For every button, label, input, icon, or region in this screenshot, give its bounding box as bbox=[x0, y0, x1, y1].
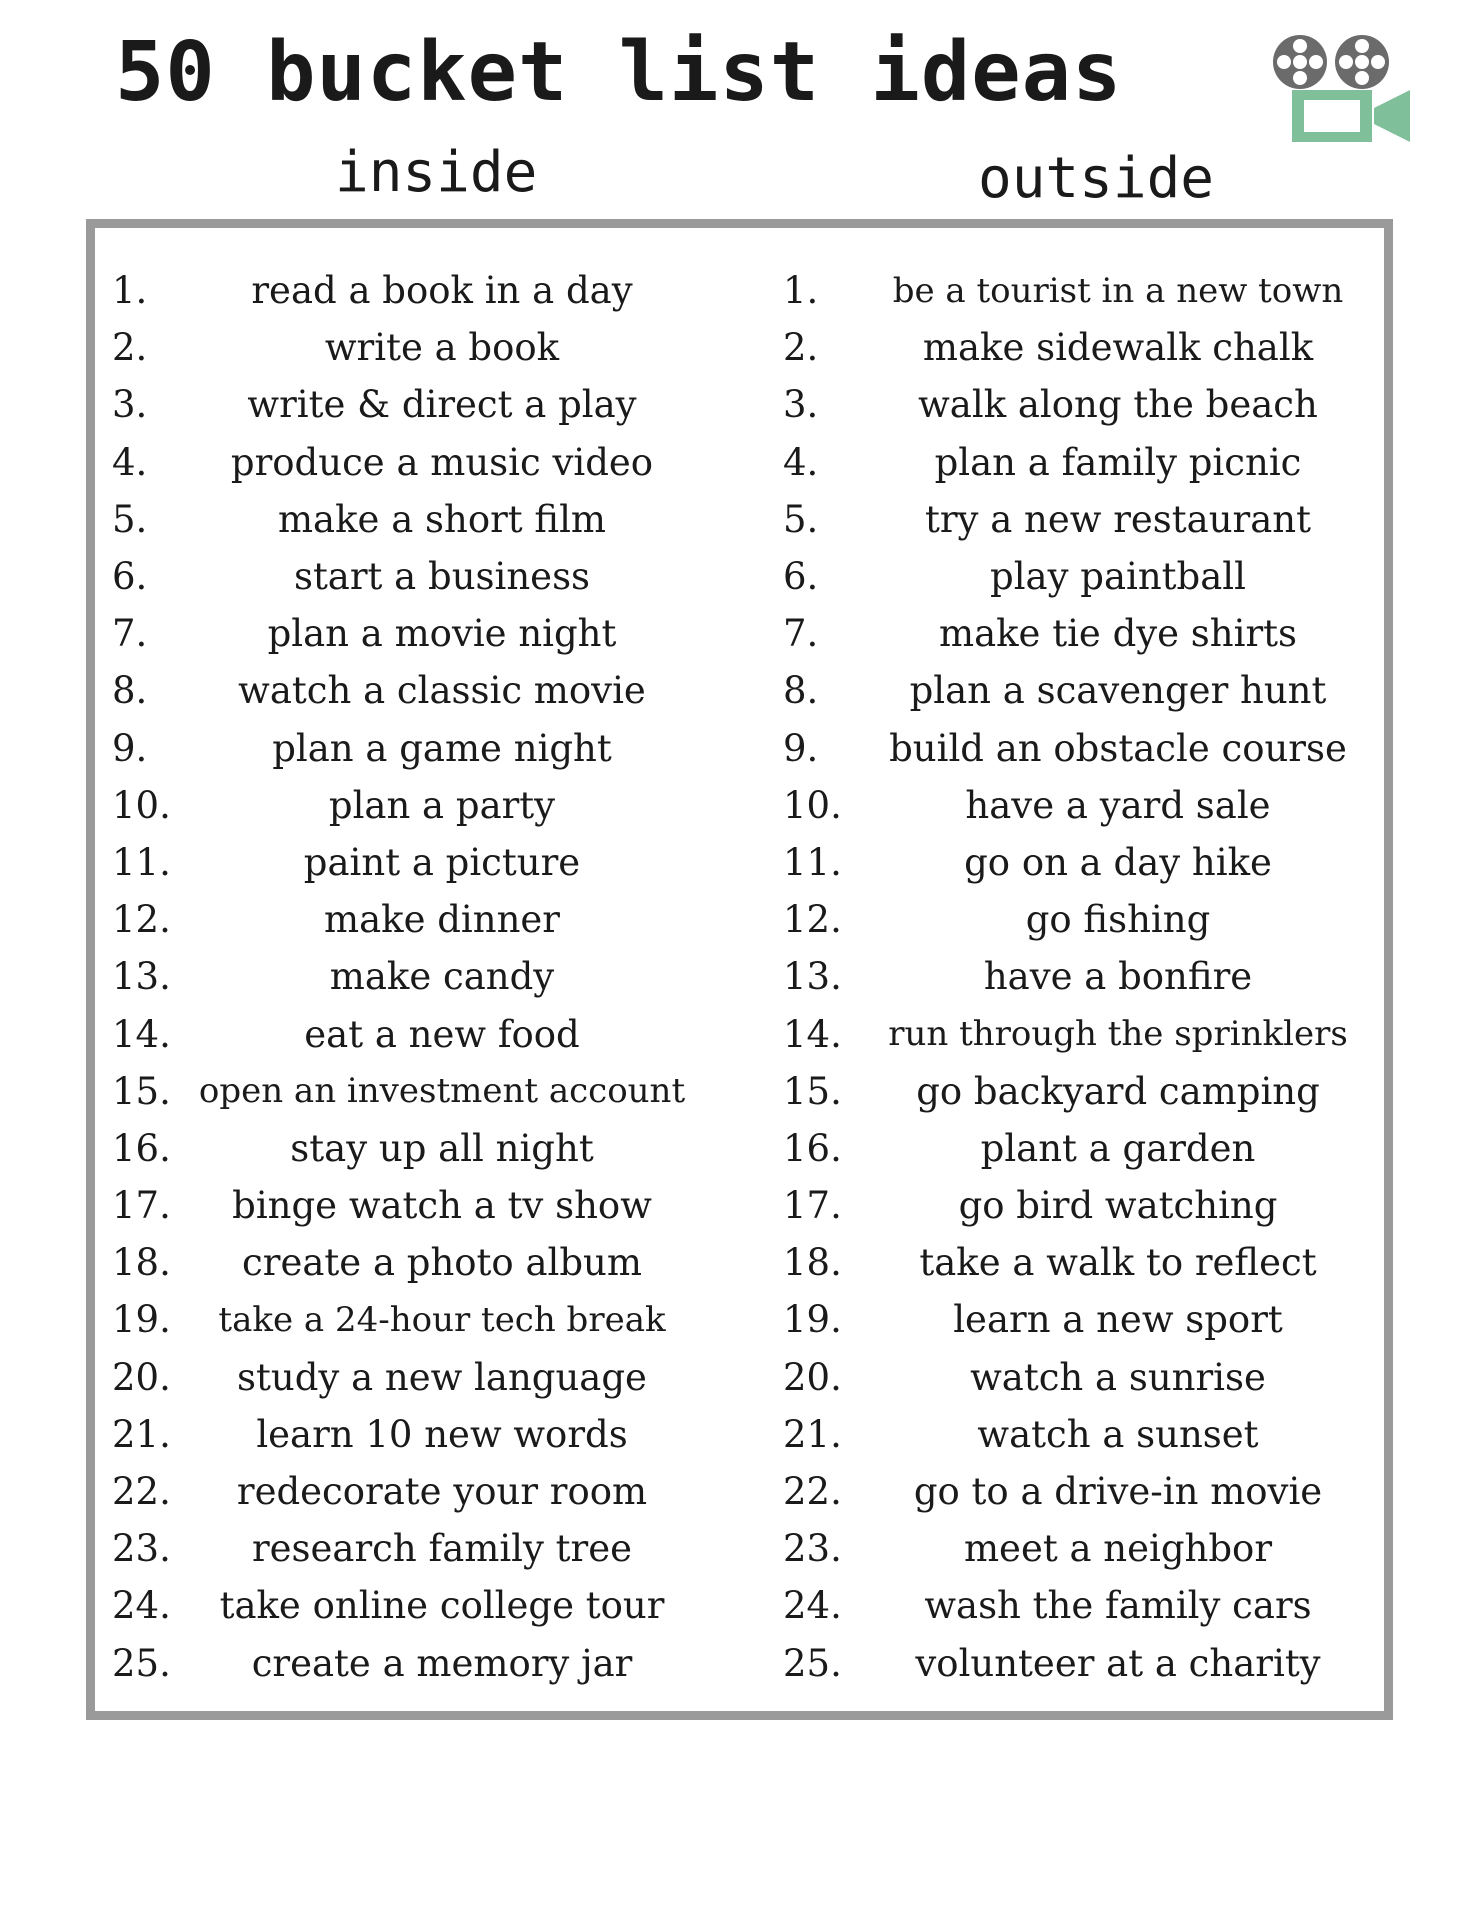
list-item bbox=[783, 1463, 1383, 1520]
item-number: 5. bbox=[112, 497, 148, 541]
list-item bbox=[112, 1349, 722, 1406]
item-text: plan a scavenger hunt bbox=[909, 669, 1327, 713]
item-number: 6. bbox=[112, 555, 148, 599]
item-number: 5. bbox=[783, 497, 819, 541]
item-number: 11. bbox=[783, 840, 842, 884]
item-number: 24. bbox=[112, 1584, 171, 1628]
list-item bbox=[112, 948, 722, 1005]
list-item bbox=[112, 662, 722, 719]
item-number: 14. bbox=[783, 1012, 842, 1056]
list-item bbox=[112, 376, 722, 433]
item-number: 17. bbox=[783, 1184, 842, 1228]
item-number: 12. bbox=[783, 898, 842, 942]
film-reel-left-icon bbox=[1273, 35, 1327, 89]
item-number: 21. bbox=[783, 1412, 842, 1456]
item-text: have a yard sale bbox=[965, 783, 1271, 827]
item-text: go bird watching bbox=[958, 1184, 1278, 1228]
item-number: 17. bbox=[112, 1184, 171, 1228]
list-item bbox=[783, 1234, 1383, 1291]
item-number: 15. bbox=[783, 1069, 842, 1113]
list-item bbox=[783, 1291, 1383, 1348]
item-number: 18. bbox=[783, 1241, 842, 1285]
outside-list bbox=[783, 262, 1383, 1692]
item-text: run through the sprinklers bbox=[888, 1014, 1348, 1055]
item-text: be a tourist in a new town bbox=[892, 270, 1344, 311]
list-item bbox=[112, 891, 722, 948]
item-number: 25. bbox=[783, 1641, 842, 1685]
item-number: 9. bbox=[783, 726, 819, 770]
item-number: 6. bbox=[783, 555, 819, 599]
item-number: 3. bbox=[112, 383, 148, 427]
list-item bbox=[783, 1005, 1383, 1062]
list-item bbox=[112, 262, 722, 319]
list-item bbox=[112, 834, 722, 891]
item-number: 13. bbox=[783, 955, 842, 999]
list-item bbox=[112, 720, 722, 777]
item-text: open an investment account bbox=[198, 1071, 686, 1112]
item-number: 4. bbox=[783, 440, 819, 484]
list-item bbox=[783, 720, 1383, 777]
item-text: write a book bbox=[324, 326, 560, 370]
list-item bbox=[112, 1577, 722, 1634]
item-number: 1. bbox=[112, 269, 148, 313]
item-text: make sidewalk chalk bbox=[922, 326, 1314, 370]
list-item bbox=[112, 1063, 722, 1120]
item-number: 19. bbox=[783, 1298, 842, 1342]
item-text: go fishing bbox=[1025, 898, 1211, 942]
list-item bbox=[112, 1406, 722, 1463]
item-number: 13. bbox=[112, 955, 171, 999]
item-text: learn a new sport bbox=[953, 1298, 1283, 1342]
item-text: plan a family picnic bbox=[934, 440, 1302, 484]
item-text: plan a game night bbox=[272, 726, 612, 770]
item-text: watch a classic movie bbox=[238, 669, 646, 713]
item-text: binge watch a tv show bbox=[232, 1184, 652, 1228]
camera-lens bbox=[1374, 90, 1410, 142]
inside-column-heading: inside bbox=[335, 140, 538, 205]
item-number: 1. bbox=[783, 269, 819, 313]
list-item bbox=[783, 777, 1383, 834]
list-item bbox=[783, 1577, 1383, 1634]
item-text: have a bonfire bbox=[983, 955, 1253, 999]
list-item bbox=[783, 1406, 1383, 1463]
item-number: 10. bbox=[783, 783, 842, 827]
list-item bbox=[783, 1177, 1383, 1234]
item-number: 21. bbox=[112, 1412, 171, 1456]
film-reel-right-icon bbox=[1335, 35, 1389, 89]
list-item bbox=[783, 434, 1383, 491]
list-item bbox=[112, 1291, 722, 1348]
item-text: volunteer at a charity bbox=[915, 1641, 1321, 1685]
item-text: plan a movie night bbox=[267, 612, 617, 656]
item-text: read a book in a day bbox=[251, 269, 633, 313]
list-item bbox=[112, 434, 722, 491]
item-number: 19. bbox=[112, 1298, 171, 1342]
item-number: 16. bbox=[783, 1126, 842, 1170]
list-item bbox=[112, 1635, 722, 1692]
item-number: 24. bbox=[783, 1584, 842, 1628]
item-number: 23. bbox=[112, 1527, 171, 1571]
list-item bbox=[783, 262, 1383, 319]
list-item bbox=[112, 1520, 722, 1577]
item-number: 16. bbox=[112, 1126, 171, 1170]
item-number: 11. bbox=[112, 840, 171, 884]
item-text: try a new restaurant bbox=[925, 497, 1311, 541]
item-text: watch a sunset bbox=[977, 1412, 1259, 1456]
item-number: 23. bbox=[783, 1527, 842, 1571]
item-number: 25. bbox=[112, 1641, 171, 1685]
item-number: 8. bbox=[783, 669, 819, 713]
item-text: build an obstacle course bbox=[889, 726, 1347, 770]
item-text: make candy bbox=[329, 955, 555, 999]
list-item bbox=[783, 1063, 1383, 1120]
item-text: study a new language bbox=[237, 1355, 647, 1399]
item-number: 7. bbox=[783, 612, 819, 656]
list-item bbox=[112, 548, 722, 605]
item-text: play paintball bbox=[990, 555, 1246, 599]
item-text: start a business bbox=[293, 555, 591, 599]
item-text: stay up all night bbox=[290, 1126, 594, 1170]
item-text: make dinner bbox=[324, 898, 560, 942]
item-text: learn 10 new words bbox=[256, 1412, 628, 1456]
item-number: 2. bbox=[112, 326, 148, 370]
item-text: walk along the beach bbox=[918, 383, 1318, 427]
list-item bbox=[783, 662, 1383, 719]
item-number: 3. bbox=[783, 383, 819, 427]
list-item bbox=[783, 834, 1383, 891]
item-text: go on a day hike bbox=[964, 840, 1272, 884]
item-number: 8. bbox=[112, 669, 148, 713]
item-text: go to a drive-in movie bbox=[913, 1470, 1323, 1514]
item-text: make tie dye shirts bbox=[938, 612, 1298, 656]
item-text: watch a sunrise bbox=[970, 1355, 1266, 1399]
list-item bbox=[112, 491, 722, 548]
inside-list bbox=[112, 262, 722, 1692]
item-text: produce a music video bbox=[230, 440, 654, 484]
item-number: 14. bbox=[112, 1012, 171, 1056]
list-item bbox=[112, 1234, 722, 1291]
list-item bbox=[112, 1177, 722, 1234]
list-item bbox=[783, 548, 1383, 605]
item-number: 20. bbox=[112, 1355, 171, 1399]
item-text: write & direct a play bbox=[247, 383, 637, 427]
item-text: paint a picture bbox=[303, 840, 581, 884]
item-number: 12. bbox=[112, 898, 171, 942]
item-number: 4. bbox=[112, 440, 148, 484]
item-text: meet a neighbor bbox=[963, 1527, 1273, 1571]
item-text: go backyard camping bbox=[916, 1069, 1320, 1113]
item-number: 20. bbox=[783, 1355, 842, 1399]
item-number: 7. bbox=[112, 612, 148, 656]
list-item bbox=[783, 1349, 1383, 1406]
item-text: research family tree bbox=[251, 1527, 633, 1571]
item-text: take online college tour bbox=[219, 1584, 665, 1628]
list-item bbox=[783, 1520, 1383, 1577]
list-item bbox=[783, 491, 1383, 548]
item-text: wash the family cars bbox=[924, 1584, 1312, 1628]
list-item bbox=[783, 1635, 1383, 1692]
item-text: redecorate your room bbox=[236, 1470, 648, 1514]
list-item bbox=[112, 1463, 722, 1520]
item-text: eat a new food bbox=[304, 1012, 580, 1056]
item-text: take a 24-hour tech break bbox=[218, 1299, 666, 1340]
list-item bbox=[783, 605, 1383, 662]
list-item bbox=[112, 319, 722, 376]
list-item bbox=[783, 891, 1383, 948]
item-text: create a photo album bbox=[242, 1241, 642, 1285]
item-number: 9. bbox=[112, 726, 148, 770]
item-text: plant a garden bbox=[980, 1126, 1256, 1170]
list-item bbox=[783, 1120, 1383, 1177]
list-item bbox=[783, 319, 1383, 376]
list-item bbox=[112, 1005, 722, 1062]
item-number: 22. bbox=[783, 1470, 842, 1514]
item-text: make a short film bbox=[277, 497, 607, 541]
item-number: 18. bbox=[112, 1241, 171, 1285]
list-item bbox=[112, 777, 722, 834]
item-text: create a memory jar bbox=[251, 1641, 633, 1685]
list-item bbox=[783, 376, 1383, 433]
item-text: take a walk to reflect bbox=[919, 1241, 1317, 1285]
item-number: 22. bbox=[112, 1470, 171, 1514]
item-number: 15. bbox=[112, 1069, 171, 1113]
page-title: 50 bucket list ideas bbox=[115, 25, 1123, 120]
item-number: 2. bbox=[783, 326, 819, 370]
list-item bbox=[112, 605, 722, 662]
item-text: plan a party bbox=[328, 783, 556, 827]
list-item bbox=[783, 948, 1383, 1005]
movie-camera-icon bbox=[1262, 30, 1412, 150]
item-number: 10. bbox=[112, 783, 171, 827]
list-item bbox=[112, 1120, 722, 1177]
outside-column-heading: outside bbox=[978, 146, 1215, 211]
